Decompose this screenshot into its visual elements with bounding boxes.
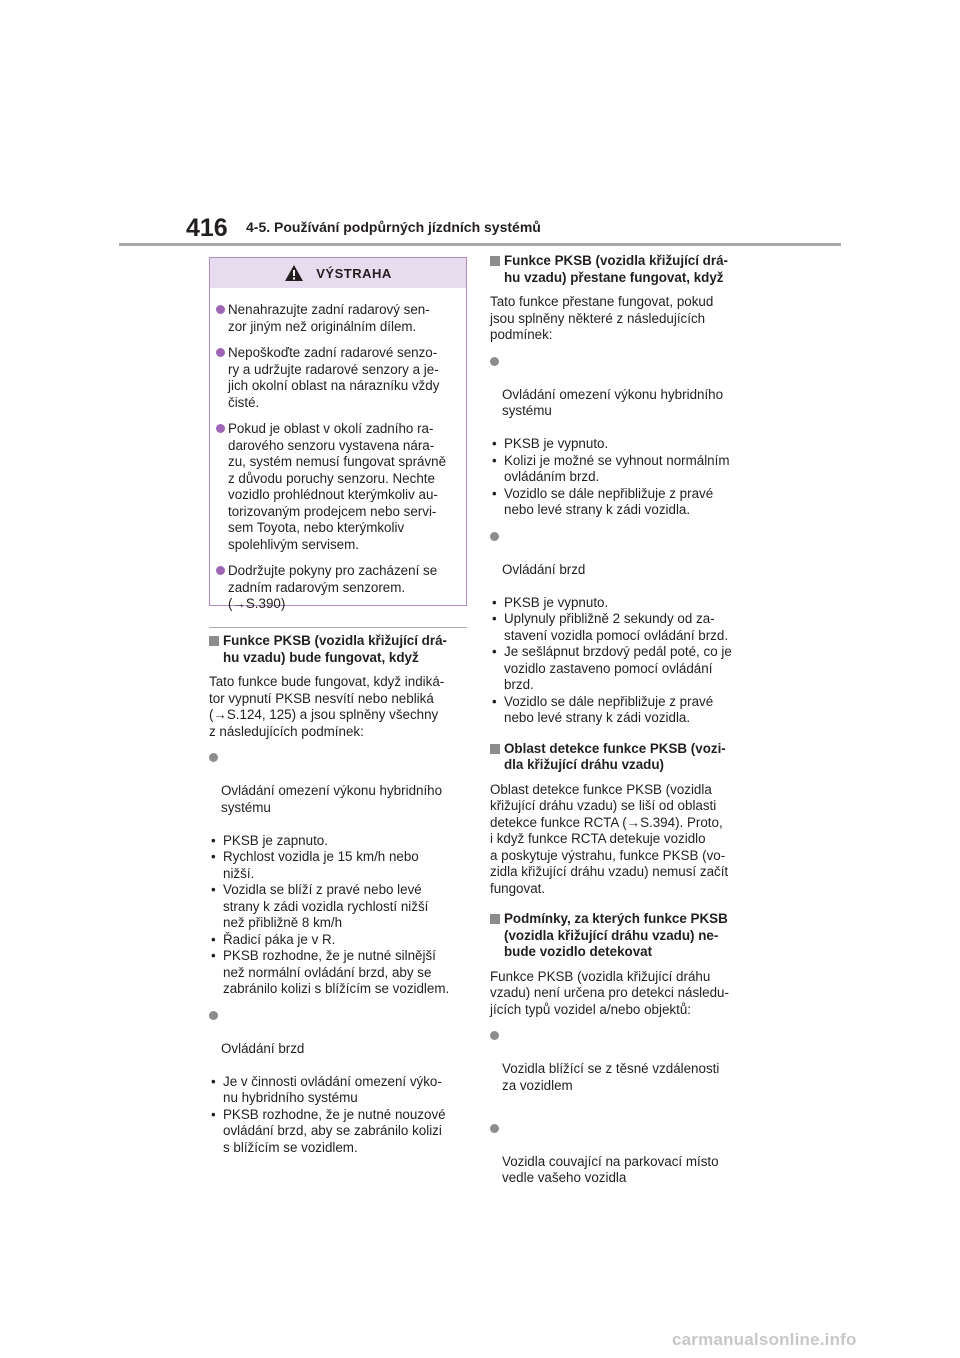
list-item: • PKSB je zapnuto. — [211, 832, 328, 848]
chapter-title: 4-5. Používání podpůrných jízdních systémů — [246, 219, 541, 235]
list-item: • Vozidlo se dále nepřibližuje z pravé nebo levé strany k zádi vozidla. — [492, 485, 714, 517]
heading-text: Oblast detekce funkce PKSB (vozi- dla křižující dráhu vzadu) — [504, 740, 726, 772]
condition-list — [490, 595, 752, 727]
list-item: • Vozidlo se dále nepřibližuje z pravé nebo levé strany k zádi vozidla. — [492, 693, 714, 725]
condition-group — [209, 750, 471, 833]
list-item: • PKSB rozhodne, že je nutné silnější než normální ovládání brzd, aby se zabránilo kolizi s blížícím se vozidlem. — [211, 948, 450, 996]
square-bullet-icon — [209, 636, 219, 646]
condition-item — [490, 1121, 752, 1204]
warning-item — [216, 345, 458, 411]
list-item: • Rychlost vozidla je 15 km/h nebo nižší. — [211, 849, 419, 881]
paragraph: Tato funkce přestane fungovat, pokud jsou splněny některé z následujících podmínek: — [490, 294, 714, 342]
condition-group — [490, 354, 752, 437]
warning-box — [209, 257, 467, 611]
warning-item-text: Nenahrazujte zadní radarový sen- zor jiným než originálním dílem. — [228, 302, 430, 334]
bullet-dot-icon — [490, 532, 499, 541]
condition-group — [490, 529, 752, 595]
section-rule — [209, 627, 467, 628]
condition-text: Vozidla couvající na parkovací místo vedle vašeho vozidla — [502, 1153, 719, 1185]
condition-group — [209, 1008, 471, 1074]
left-column — [209, 633, 471, 1156]
bullet-dot-icon — [216, 566, 225, 575]
list-item: • PKSB je vypnuto. — [492, 594, 609, 610]
bullet-icon: • — [211, 948, 216, 963]
bullet-icon: • — [211, 849, 216, 864]
warning-item — [216, 421, 458, 553]
condition-list — [209, 1074, 471, 1157]
list-item: • Řadicí páka je v R. — [211, 931, 336, 947]
bullet-icon: • — [492, 693, 497, 709]
heading-text: Podmínky, za kterých funkce PKSB (vozidla křižující dráhu vzadu) ne- bude vozidlo detekovat — [504, 911, 728, 959]
bullet-icon: • — [211, 832, 216, 848]
paragraph: Oblast detekce funkce PKSB (vozidla křižující dráhu vzadu) se liší od oblasti detekce funkce RCTA (→S.394). Proto, i když funkce RCTA detekuje vozidlo a poskytuje výstrahu, funkce PKSB (vo- zidla křižující dráhu vzadu) nemusí začít fungovat. — [490, 781, 729, 896]
square-bullet-icon — [490, 914, 500, 924]
right-column — [490, 253, 752, 1203]
watermark: carmanualsonline.info — [672, 1330, 857, 1349]
warning-item-text: Pokud je oblast v okolí zadního ra- darového senzoru vystavena nára- zu, systém nemusí fungovat správně z důvodu poruchy senzoru. Nechte vozidlo prohlédnout kterýmkoliv au- torizovaným prodejcem nebo servi- sem Toyota, nebo kterýmkoliv spolehlivým servisem. — [228, 421, 447, 552]
bullet-icon: • — [211, 1106, 216, 1122]
section-heading — [490, 253, 752, 286]
bullet-dot-icon — [490, 1124, 499, 1133]
warning-triangle-icon — [284, 264, 304, 282]
warning-item-text: Dodržujte pokyny pro zacházení se zadním radarovým senzorem. (→S.390) — [228, 563, 438, 611]
section-heading — [490, 911, 752, 961]
bullet-icon: • — [492, 644, 497, 659]
condition-text: Vozidla blížící se z těsné vzdálenosti za vozidlem — [502, 1061, 720, 1093]
bullet-icon: • — [211, 882, 216, 897]
list-item: • PKSB rozhodne, že je nutné nouzové ovládání brzd, aby se zabránilo kolizi s blížícím se vozidlem. — [211, 1106, 446, 1155]
warning-header — [210, 258, 466, 288]
bullet-icon: • — [492, 452, 497, 468]
section-heading — [209, 633, 471, 666]
bullet-icon: • — [211, 1073, 216, 1089]
bullet-icon: • — [492, 611, 497, 626]
header-rule — [119, 243, 841, 246]
heading-text: Funkce PKSB (vozidla křižující drá- hu vzadu) bude fungovat, když — [223, 633, 447, 665]
page-number: 416 — [186, 214, 228, 242]
list-item: • Vozidla se blíží z pravé nebo levé strany k zádi vozidla rychlostí nižší než přibližně 8 km/h — [211, 882, 429, 930]
group-title: Ovládání brzd — [221, 1040, 305, 1056]
bullet-dot-icon — [209, 753, 218, 762]
bullet-dot-icon — [216, 424, 225, 433]
heading-text: Funkce PKSB (vozidla křižující drá- hu vzadu) přestane fungovat, když — [504, 253, 728, 285]
paragraph: Tato funkce bude fungovat, když indiká- tor vypnutí PKSB nesvítí nebo nebliká (→S.124, 125) a jsou splněny všechny z následujících podmínek: — [209, 674, 445, 739]
bullet-dot-icon — [490, 357, 499, 366]
bullet-dot-icon — [490, 1031, 499, 1040]
warning-title: VÝSTRAHA — [316, 265, 392, 281]
group-title: Ovládání brzd — [502, 561, 586, 577]
list-item: • Je sešlápnut brzdový pedál poté, co je vozidlo zastaveno pomocí ovládání brzd. — [492, 644, 732, 692]
condition-item — [490, 1028, 752, 1111]
square-bullet-icon — [490, 256, 500, 266]
group-title: Ovládání omezení výkonu hybridního systému — [221, 783, 443, 815]
warning-item — [216, 563, 458, 613]
bullet-icon: • — [492, 594, 497, 610]
condition-list — [209, 833, 471, 998]
warning-item-text: Nepoškoďte zadní radarové senzo- ry a udržujte radarové senzory a je- jich okolní oblast na nárazníku vždy čisté. — [228, 345, 440, 410]
warning-list — [210, 288, 466, 613]
bullet-dot-icon — [209, 1011, 218, 1020]
group-title: Ovládání omezení výkonu hybridního systému — [502, 386, 724, 418]
condition-list — [490, 436, 752, 519]
square-bullet-icon — [490, 744, 500, 754]
list-item: • Kolizi je možné se vyhnout normálním ovládáním brzd. — [492, 452, 730, 484]
list-item: • PKSB je vypnuto. — [492, 436, 609, 451]
list-item: • Uplynuly přibližně 2 sekundy od za- stavení vozidla pomocí ovládání brzd. — [492, 611, 729, 643]
warning-item — [216, 302, 458, 335]
section-heading — [490, 741, 752, 774]
bullet-icon: • — [492, 485, 497, 501]
bullet-icon: • — [492, 436, 497, 451]
list-item: • Je v činnosti ovládání omezení výko- nu hybridního systému — [211, 1073, 442, 1105]
bullet-dot-icon — [216, 305, 225, 314]
bullet-icon: • — [211, 931, 216, 947]
paragraph: Funkce PKSB (vozidla křižující dráhu vzadu) není určena pro detekci následu- jících typů vozidel a/nebo objektů: — [490, 968, 729, 1017]
bullet-dot-icon — [216, 348, 225, 357]
